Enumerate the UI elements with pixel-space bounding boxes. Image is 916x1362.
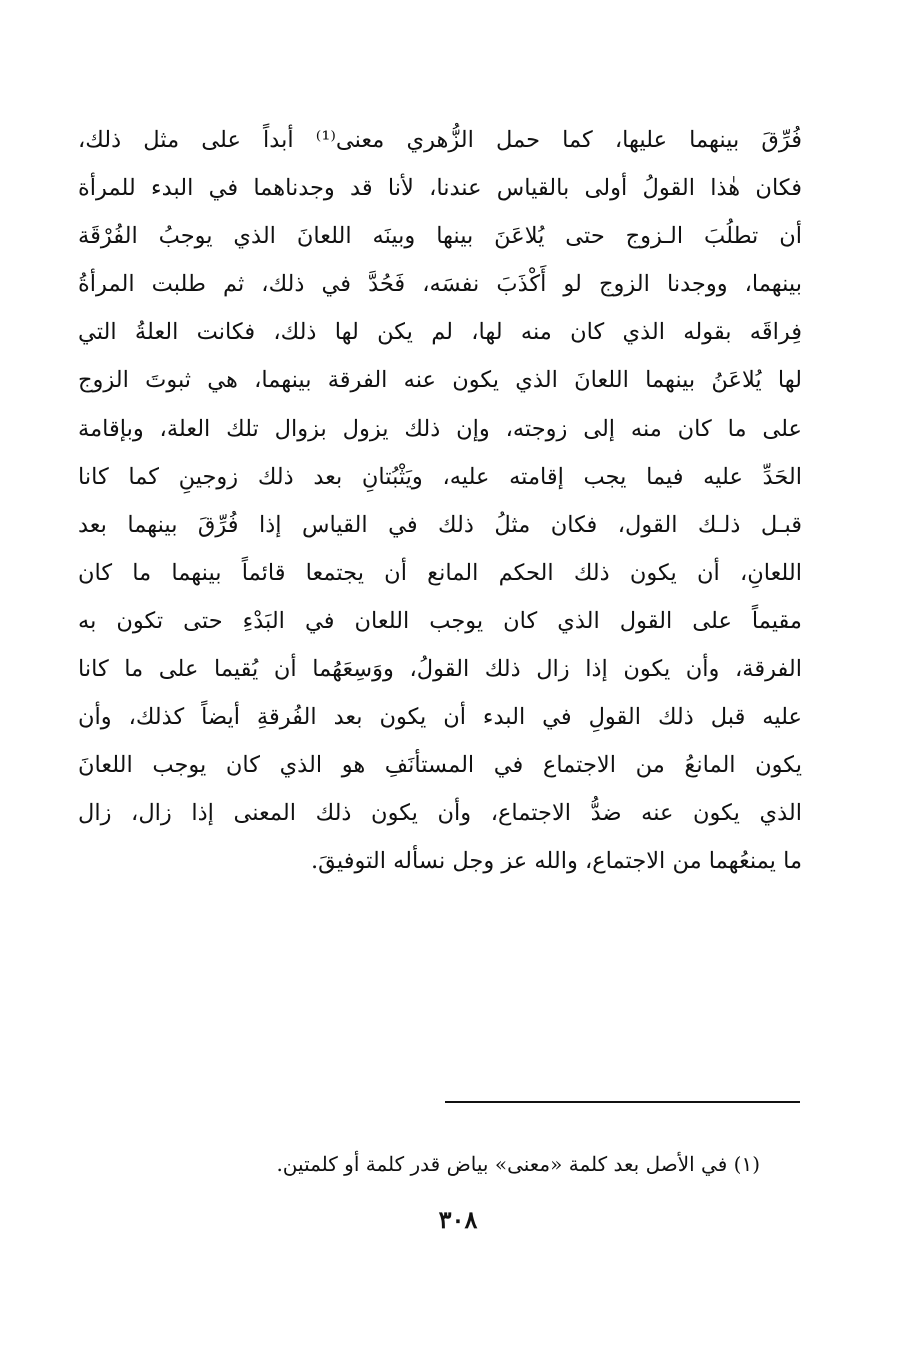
footnote: (١) في الأصل بعد كلمة «معنى» بياض قدر كلمة أو كلمتين. <box>276 1152 760 1176</box>
text-line: فِراقَه بقوله الذي كان منه لها، لم يكن لها ذلك، فكانت العلةُ التي <box>78 319 802 346</box>
text-line: يكون المانعُ من الاجتماع في المستأنَفِ هو الذي كان يوجب اللعانَ <box>78 752 802 779</box>
text-line: اللعانِ، أن يكون ذلك الحكم المانع أن يجتمعا قائماً بينهما ما كان <box>78 559 802 586</box>
text-line: ما يمنعُهما من الاجتماع، والله عز وجل نسأله التوفيقَ. <box>310 848 802 875</box>
footnote-separator <box>445 1101 800 1103</box>
text-line: عليه قبل ذلك القولِ في البدء أن يكون بعد الفُرقةِ أيضاً كذلك، وأن <box>78 704 802 731</box>
text-line: على ما كان منه إلى زوجته، وإن ذلك يزول بزوال تلك العلة، وبإقامة <box>78 415 802 442</box>
text-line: مقيماً على القول الذي كان يوجب اللعان في البَدْءِ حتى تكون به <box>78 607 802 634</box>
main-text-block <box>78 116 802 886</box>
page-number: ٣٠٨ <box>438 1205 478 1234</box>
text-line: فُرِّقَ بينهما عليها، كما حمل الزُّهري معنى⁽¹⁾ أبداً على مثل ذلك، <box>78 127 802 153</box>
text-line: فكان هٰذا القولُ أولى بالقياس عندنا، لأنا قد وجدناهما في البدء للمرأة <box>78 175 802 202</box>
text-line: الذي يكون عنه ضدُّ الاجتماع، وأن يكون ذلك المعنى إذا زال، زال <box>78 800 802 827</box>
text-line: الفرقة، وأن يكون إذا زال ذلك القولُ، ووَسِعَهُما أن يُقيما على ما كانا <box>78 656 802 683</box>
text-line: لها يُلاعَنُ بينهما اللعانَ الذي يكون عنه الفرقة بينهما، هي ثبوتَ الزوج <box>78 367 802 394</box>
text-line: الحَدِّ عليه فيما يجب إقامته عليه، ويَثْبُتانِ بعد ذلك زوجينِ كما كانا <box>78 463 802 490</box>
text-line: أن تطلُبَ الـزوج حتى يُلاعَنَ بينها وبينَه اللعانَ الذي يوجبُ الفُرْقَة <box>78 223 802 250</box>
text-line: قبـل ذلـك القول، فكان مثلُ ذلك في القياس إذا فُرِّقَ بينهما بعد <box>78 511 802 538</box>
text-line: بينهما، ووجدنا الزوج لو أَكْذَبَ نفسَه، فَحُدَّ في ذلك، ثم طلبت المرأةُ <box>78 271 802 298</box>
